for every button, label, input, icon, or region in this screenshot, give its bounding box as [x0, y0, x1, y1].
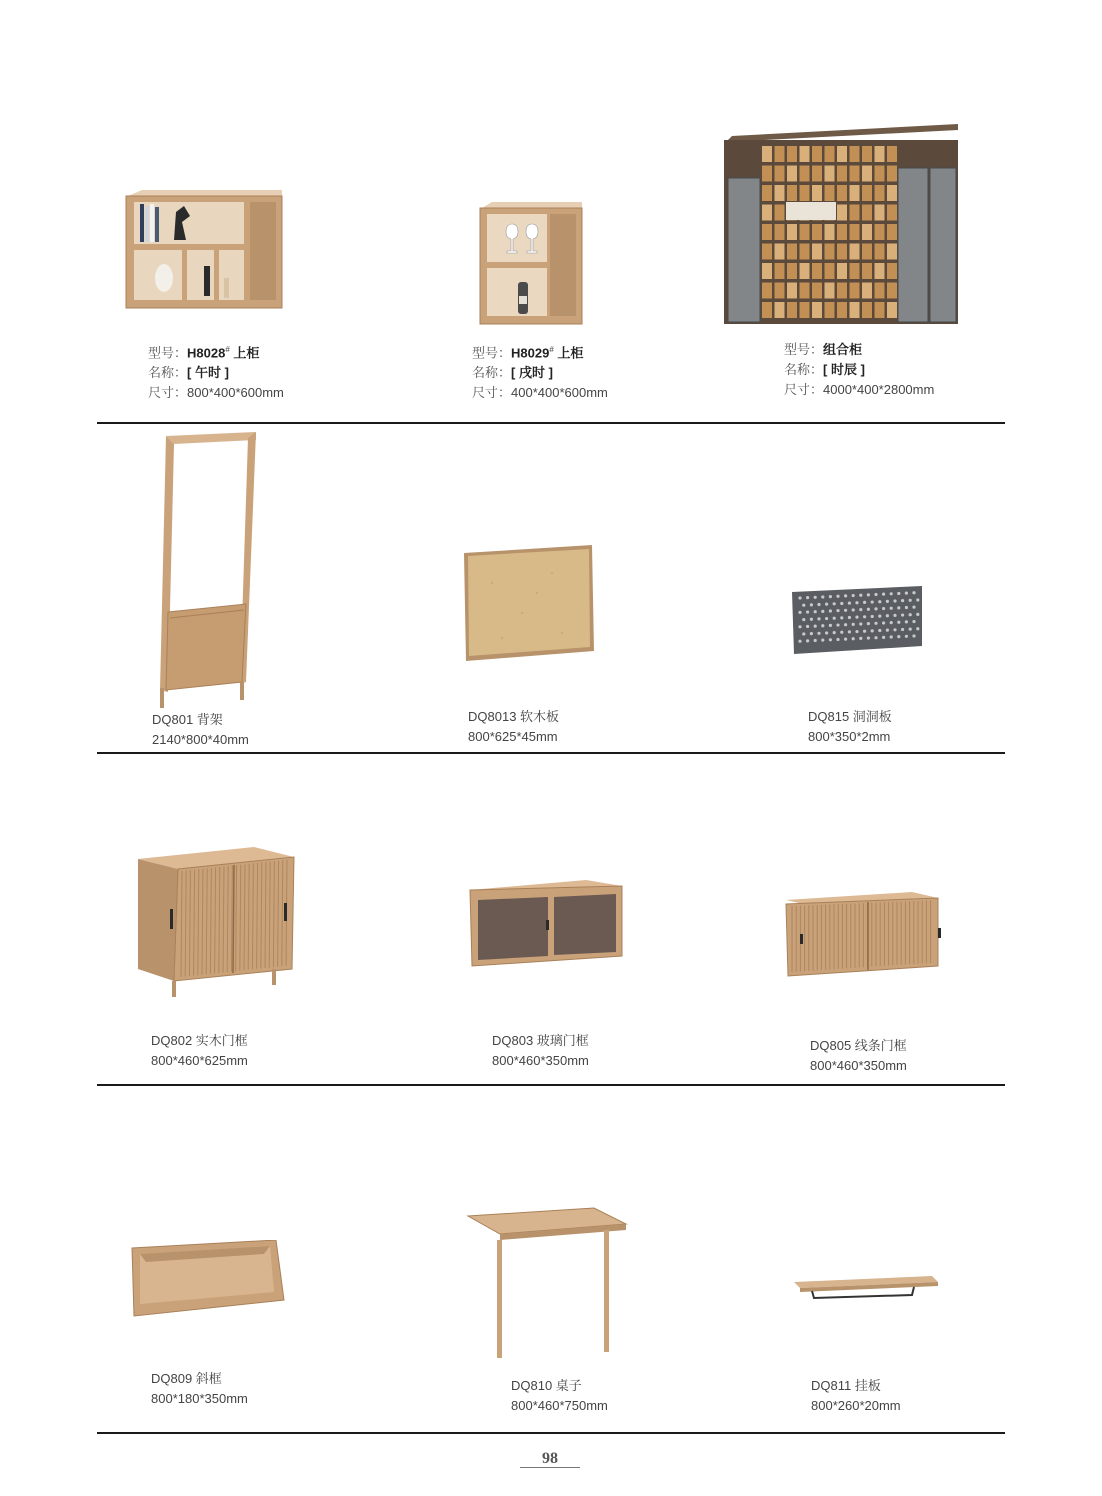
- dq811-hanging-board-image: [792, 1274, 942, 1304]
- h8029-caption: [472, 340, 608, 403]
- product-size: 2140*800*40mm: [152, 732, 249, 747]
- product-size: 800*260*20mm: [811, 1398, 901, 1413]
- size-line: 尺寸：4000*400*2800mm: [784, 382, 935, 397]
- dq809-slanted-frame-image: [130, 1240, 290, 1324]
- size-line: 尺寸：400*400*600mm: [472, 385, 608, 401]
- dq809-caption: [151, 1369, 248, 1409]
- dq801-caption: [152, 710, 249, 750]
- model-line: 型号：H8029# 上柜: [472, 345, 584, 361]
- size-line: 尺寸：800*400*600mm: [148, 385, 284, 401]
- product-size: 800*180*350mm: [151, 1391, 248, 1406]
- dq802-wood-door-cabinet-image: [134, 845, 298, 999]
- dq810-desk-image: [464, 1206, 630, 1362]
- product-title: DQ805 线条门框: [810, 1038, 907, 1053]
- dq803-caption: [492, 1031, 589, 1071]
- divider-2: [97, 752, 1005, 754]
- product-title: DQ803 玻璃门框: [492, 1033, 589, 1048]
- divider-3: [97, 1084, 1005, 1086]
- page-number-underline: [520, 1467, 580, 1468]
- product-size: 800*460*625mm: [151, 1053, 248, 1068]
- h8028-cabinet-image: [124, 188, 286, 312]
- divider-1: [97, 422, 1005, 424]
- product-title: DQ802 实木门框: [151, 1033, 248, 1048]
- product-size: 800*460*750mm: [511, 1398, 608, 1413]
- dq815-pegboard-image: [790, 584, 926, 658]
- product-size: 800*460*350mm: [492, 1053, 589, 1068]
- dq805-line-door-cabinet-image: [782, 890, 942, 980]
- page-number: 98: [542, 1450, 558, 1467]
- dq801-back-frame-image: [156, 432, 260, 710]
- product-size: 800*625*45mm: [468, 729, 558, 744]
- product-title: DQ815 洞洞板: [808, 709, 892, 724]
- h8028-caption: [148, 340, 284, 403]
- dq8013-cork-board-image: [462, 543, 598, 663]
- product-title: DQ811 挂板: [811, 1378, 881, 1393]
- dq802-caption: [151, 1031, 248, 1071]
- product-size: 800*460*350mm: [810, 1058, 907, 1073]
- name-line: 名称：[ 戌时 ]: [472, 365, 553, 381]
- product-size: 800*350*2mm: [808, 729, 891, 744]
- dq811-caption: [811, 1376, 901, 1416]
- h8029-cabinet-image: [478, 200, 586, 328]
- name-line: 名称：[ 午时 ]: [148, 365, 229, 381]
- dq803-glass-door-cabinet-image: [466, 878, 626, 970]
- dq8013-caption: [468, 707, 559, 747]
- model-line: 型号：组合柜: [784, 342, 863, 357]
- name-line: 名称：[ 时辰 ]: [784, 362, 865, 377]
- dq815-caption: [808, 707, 892, 747]
- combination-cabinet-image: [722, 122, 962, 328]
- combination-cabinet-caption: [784, 340, 934, 400]
- product-title: DQ809 斜框: [151, 1371, 222, 1386]
- dq805-caption: [810, 1036, 907, 1076]
- product-title: DQ8013 软木板: [468, 709, 560, 724]
- product-title: DQ810 桌子: [511, 1378, 582, 1393]
- product-title: DQ801 背架: [152, 712, 223, 727]
- divider-4: [97, 1432, 1005, 1434]
- dq810-caption: [511, 1376, 608, 1416]
- model-line: 型号：H8028# 上柜: [148, 345, 260, 361]
